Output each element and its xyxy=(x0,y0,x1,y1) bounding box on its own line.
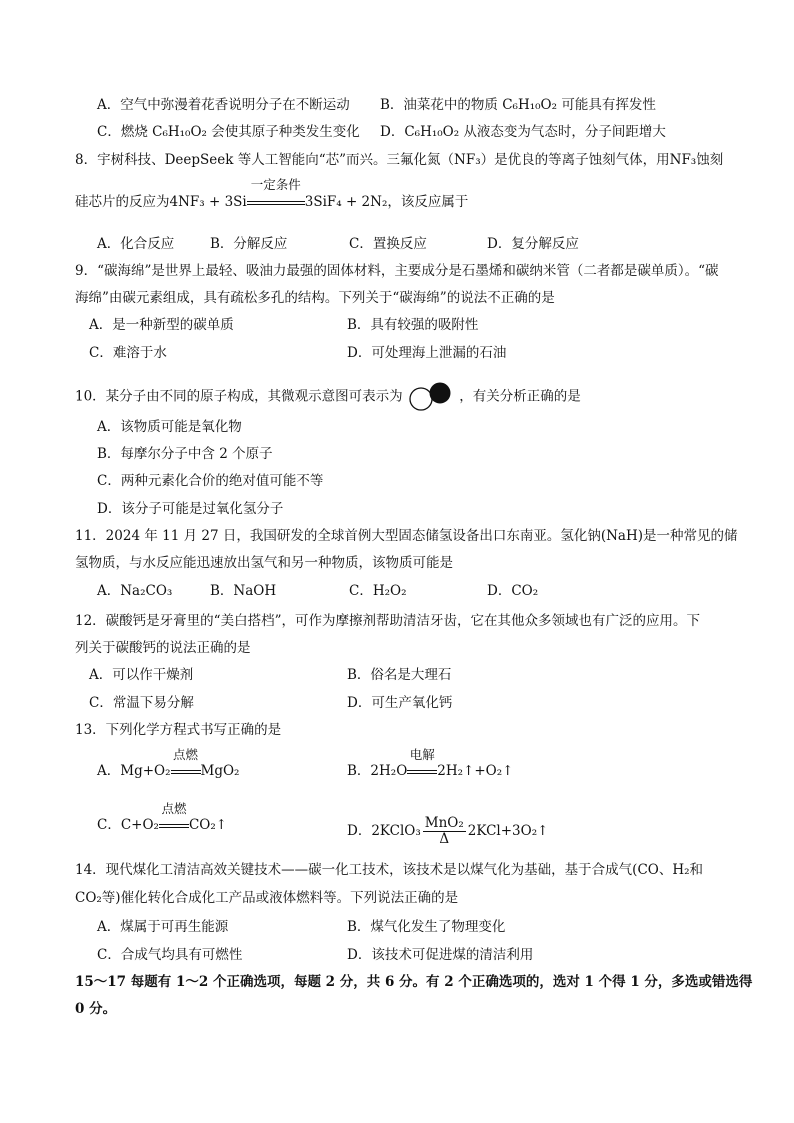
section-instructions-line1: 15～17 每题有 1～2 个正确选项，每题 2 分，共 6 分。有 2 个正确选项的，选对 1 个得 1 分，多选或错选得 xyxy=(75,974,753,990)
q8-stem-prefix: 硅芯片的反应为 xyxy=(75,194,170,210)
q14-option-c: C．合成气均具有可燃性 xyxy=(97,947,243,963)
q9-option-c: C．难溶于水 xyxy=(89,345,167,361)
q12-option-a: A．可以作干燥剂 xyxy=(89,667,194,683)
q12-option-c: C．常温下易分解 xyxy=(89,695,194,711)
q12-stem-line2: 列关于碳酸钙的说法正确的是 xyxy=(75,640,251,656)
q11-stem-line2: 氢物质，与水反应能迅速放出氢气和另一种物质，该物质可能是 xyxy=(75,555,453,571)
q7-option-b: B．油菜花中的物质 C₆H₁₀O₂ 可能具有挥发性 xyxy=(380,97,656,113)
q10-option-d: D．该分子可能是过氧化氢分子 xyxy=(97,501,284,517)
q9-stem-line2: 海绵”由碳元素组成，具有疏松多孔的结构。下列关于“碳海绵”的说法不正确的是 xyxy=(75,290,555,306)
section-instructions-line2: 0 分。 xyxy=(75,1001,117,1017)
q12-option-d: D．可生产氧化钙 xyxy=(347,695,453,711)
q7-option-d: D．C₆H₁₀O₂ 从液态变为气态时，分子间距增大 xyxy=(380,124,666,140)
q13-a-arrow xyxy=(171,747,201,780)
q8-reactants: 4NF₃ + 3Si xyxy=(169,194,247,210)
q9-option-d: D．可处理海上泄漏的石油 xyxy=(347,345,507,361)
q13-c-right: CO₂↑ xyxy=(188,817,228,833)
q14-stem-line2: CO₂等)催化转化合成化工产品或液体燃料等。下列说法正确的是 xyxy=(75,890,459,906)
q13-c-arrow xyxy=(159,801,189,834)
q13-b-left: 2H₂O xyxy=(370,763,408,779)
q14-option-a: A．煤属于可再生能源 xyxy=(97,919,229,935)
q13-c-condition: 点燃 xyxy=(161,801,187,816)
q7-option-a: A．空气中弥漫着花香说明分子在不断运动 xyxy=(97,97,350,113)
q8-stem-line2 xyxy=(75,177,469,211)
q11-option-a: A．Na₂CO₃ xyxy=(97,583,173,599)
q8-option-a: A．化合反应 xyxy=(97,236,175,252)
q13-stem: 13．下列化学方程式书写正确的是 xyxy=(75,722,282,738)
q13-a-right: MgO₂ xyxy=(200,763,240,779)
q11-option-d: D．CO₂ xyxy=(487,583,539,599)
q8-products: 3SiF₄ + 2N₂ xyxy=(304,194,388,210)
q13-d-catalyst: MnO₂ xyxy=(424,815,464,831)
q8-stem-suffix: ，该反应属于 xyxy=(387,194,469,210)
q8-option-b: B．分解反应 xyxy=(210,236,288,252)
molecule-diagram xyxy=(407,382,455,412)
q13-c-left: C+O₂ xyxy=(120,817,159,833)
q13-d-condition xyxy=(423,816,466,847)
q13-d-left: 2KClO₃ xyxy=(371,823,421,839)
q13-a-left: Mg+O₂ xyxy=(120,763,171,779)
q10-option-c: C．两种元素化合价的绝对值可能不等 xyxy=(97,473,324,489)
q13-option-b: B．2H₂O 电解 2H₂↑+O₂↑ xyxy=(347,747,514,779)
q13-option-a: A．Mg+O₂ 点燃 MgO₂ xyxy=(97,747,240,779)
q8-option-d: D．复分解反应 xyxy=(487,236,579,252)
q10-option-b: B．每摩尔分子中含 2 个原子 xyxy=(97,446,273,462)
q14-stem-line1: 14．现代煤化工清洁高效关键技术——碳一化工技术，该技术是以煤气化为基础，基于合成气(CO、H₂和 xyxy=(75,862,704,878)
q8-option-c: C．置换反应 xyxy=(349,236,427,252)
q10-stem xyxy=(75,382,581,412)
q14-option-d: D．该技术可促进煤的清洁利用 xyxy=(347,947,534,963)
q8-stem-line1: 8．宇树科技、DeepSeek 等人工智能向“芯”而兴。三氟化氮（NF₃）是优良的等离子蚀刻气体，用NF₃蚀刻 xyxy=(75,152,724,168)
q13-d-heat: Δ xyxy=(439,831,450,847)
q11-option-b: B．NaOH xyxy=(210,583,277,599)
q13-b-arrow xyxy=(407,747,437,780)
q13-option-d: D．2KClO₃ $\frac{\text{MnO₂}}{\Delta}$ 2KCl+3O₂↑ xyxy=(347,815,549,847)
q11-stem-line1: 11．2024 年 11 月 27 日，我国研发的全球首例大型固态储氢设备出口东南亚。氢化钠(NaH)是一种常见的储 xyxy=(75,528,738,544)
q11-option-c: C．H₂O₂ xyxy=(349,583,407,599)
black-atom xyxy=(430,383,450,403)
q9-stem-line1: 9．“碳海绵”是世界上最轻、吸油力最强的固体材料，主要成分是石墨烯和碳纳米管（二者都是碳单质）。“碳 xyxy=(75,263,719,279)
q10-stem-prefix: 10．某分子由不同的原子构成，其微观示意图可表示为 xyxy=(75,388,403,405)
q8-condition-text: 一定条件 xyxy=(250,177,301,192)
q13-b-condition: 电解 xyxy=(409,747,435,762)
q13-a-condition: 点燃 xyxy=(173,747,199,762)
q10-option-a: A．该物质可能是氧化物 xyxy=(97,419,242,435)
q10-stem-suffix: ，有关分析正确的是 xyxy=(459,388,581,405)
q7-option-c: C．燃烧 C₆H₁₀O₂ 会使其原子种类发生变化 xyxy=(97,124,360,140)
q13-option-c: C．C+O₂ 点燃 CO₂↑ xyxy=(97,801,228,833)
q12-stem-line1: 12．碳酸钙是牙膏里的“美白搭档”，可作为摩擦剂帮助清洁牙齿，它在其他众多领域也有广泛的应用。下 xyxy=(75,613,700,629)
q13-d-right: 2KCl+3O₂↑ xyxy=(467,823,549,839)
q14-option-b: B．煤气化发生了物理变化 xyxy=(347,919,506,935)
q9-option-b: B．具有较强的吸附性 xyxy=(347,317,479,333)
q9-option-a: A．是一种新型的碳单质 xyxy=(89,317,234,333)
white-atom xyxy=(410,388,432,410)
q12-option-b: B．俗名是大理石 xyxy=(347,667,452,683)
q8-condition-arrow xyxy=(247,177,305,211)
q13-b-right: 2H₂↑+O₂↑ xyxy=(437,763,514,779)
